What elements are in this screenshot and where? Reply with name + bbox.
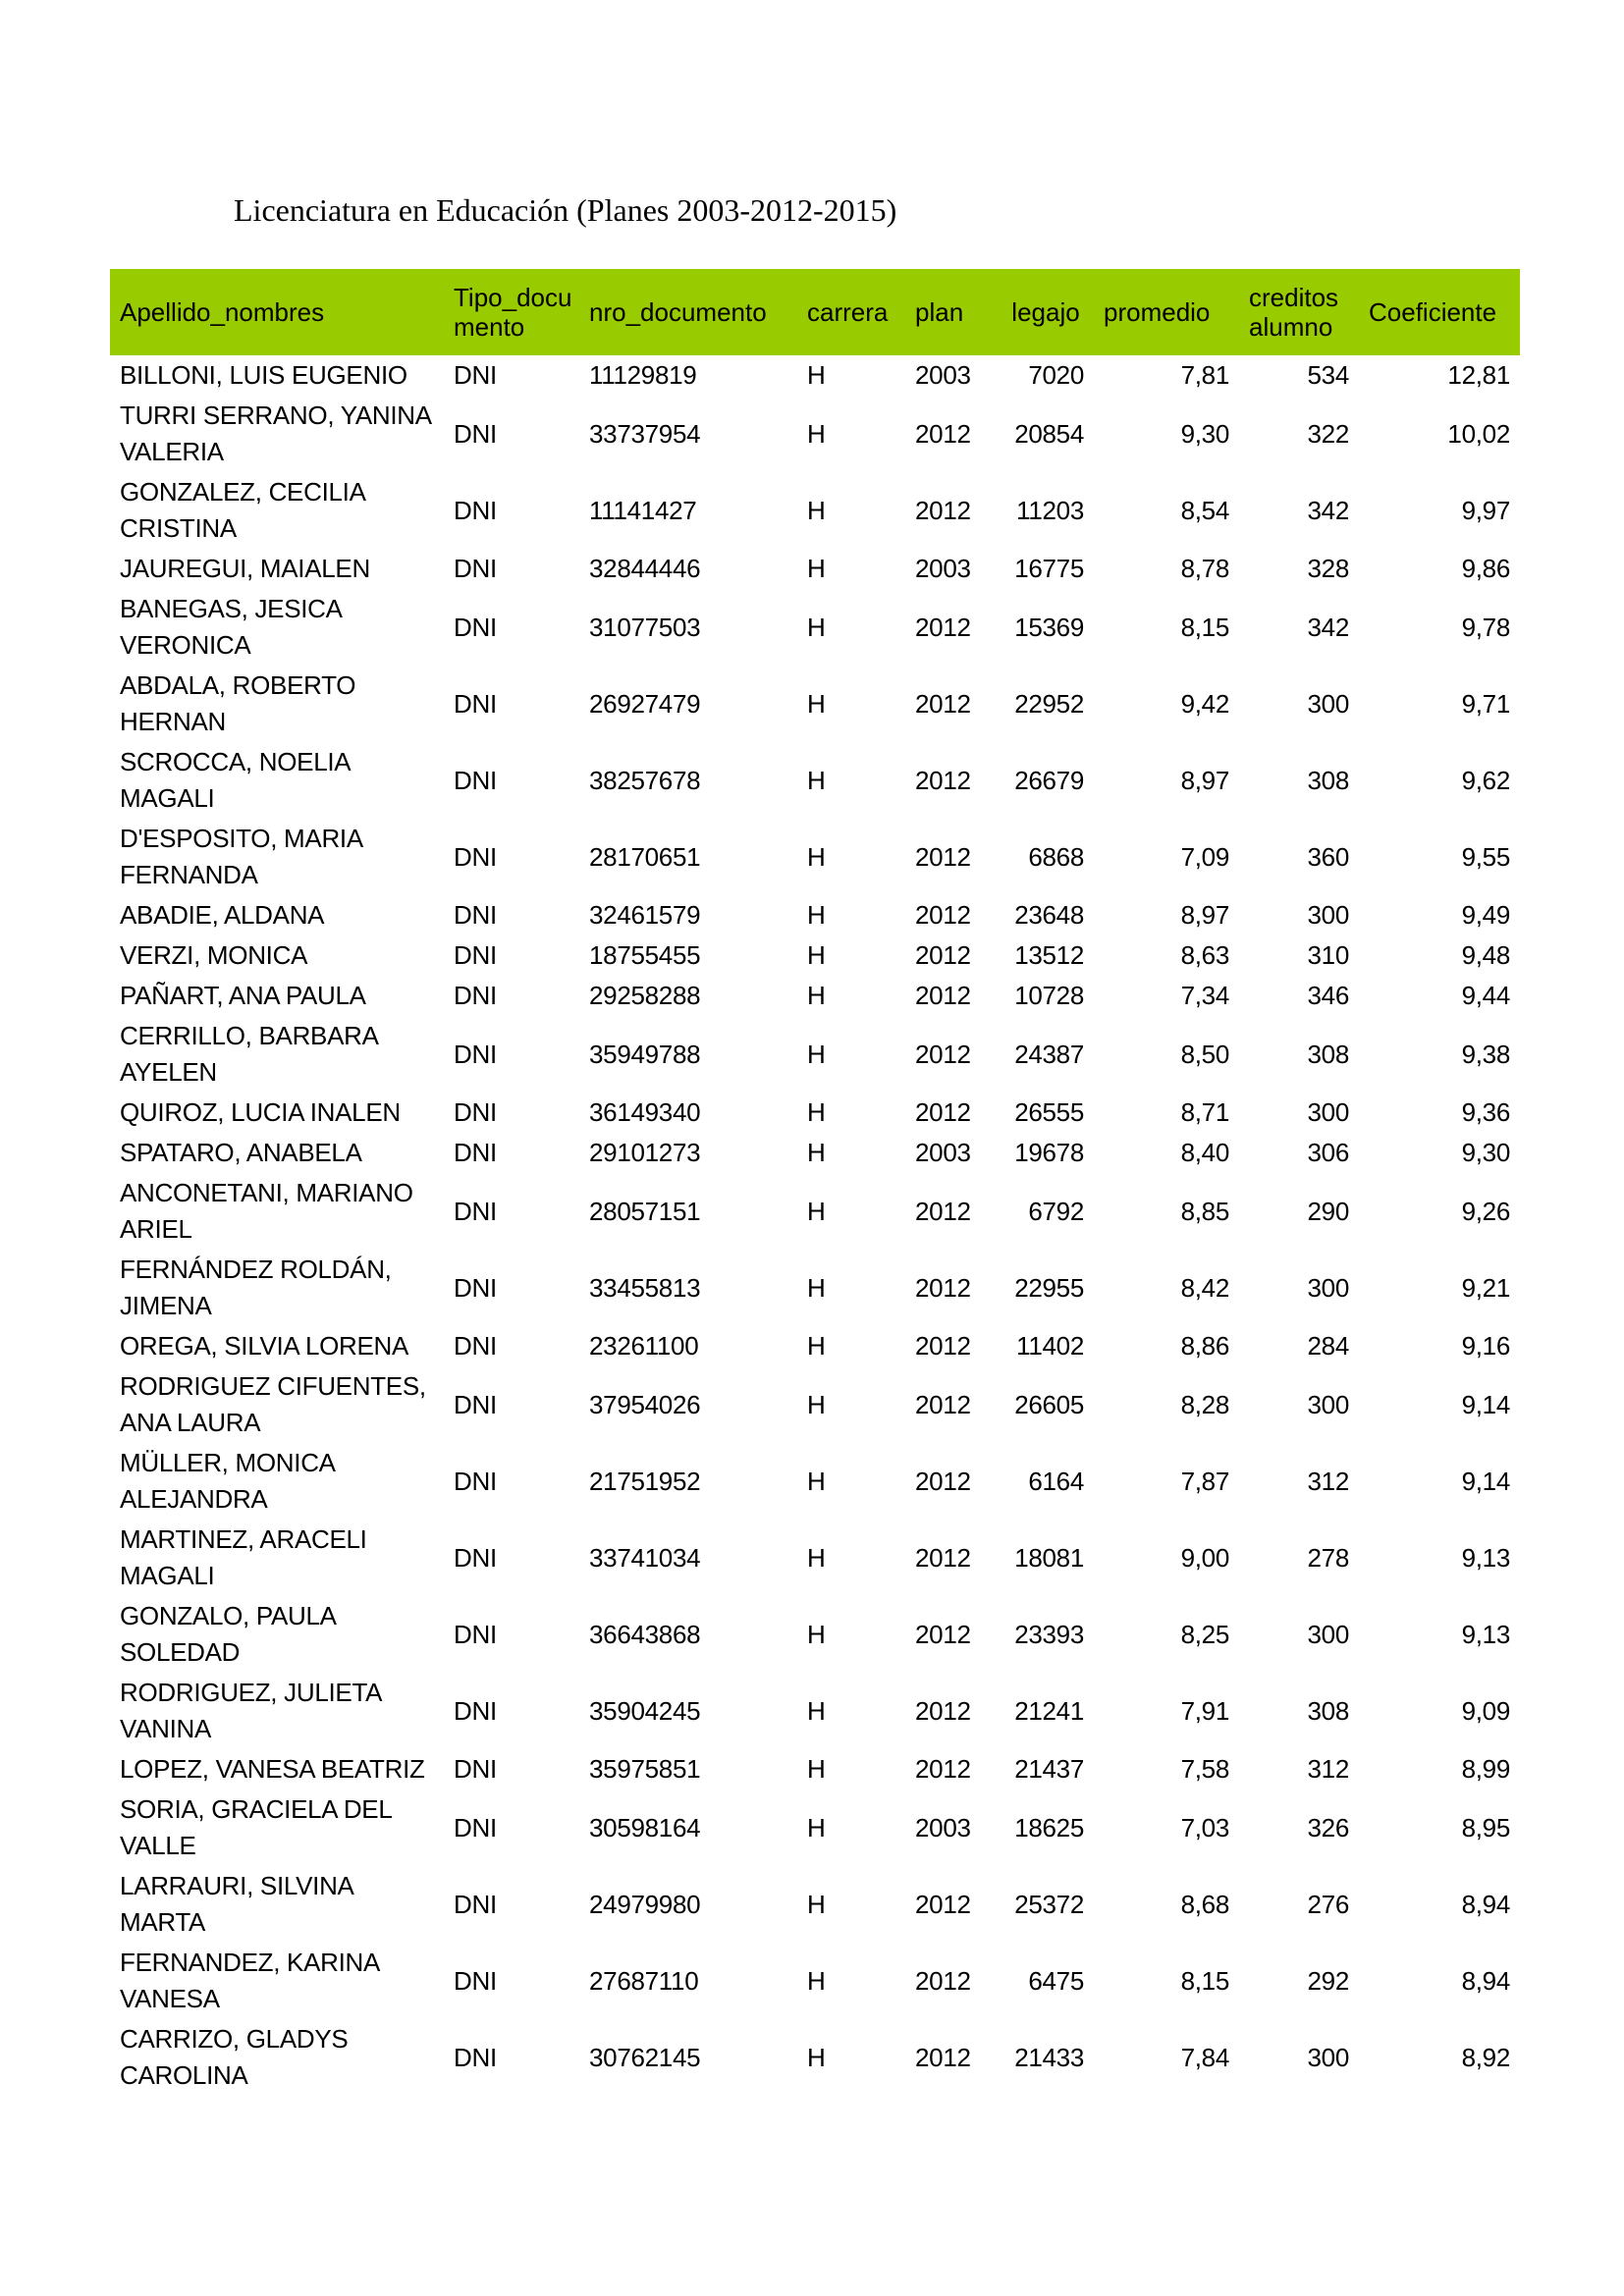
cell-tipo-documento: DNI — [454, 1331, 497, 1361]
cell-apellido-nombres: SCROCCA, NOELIA MAGALI — [120, 747, 350, 813]
cell-nro-documento: 24979980 — [589, 1889, 701, 1919]
students-table — [110, 269, 1520, 2096]
cell-apellido-nombres: PAÑART, ANA PAULA — [120, 981, 366, 1010]
cell-creditos-alumno: 300 — [1307, 1097, 1349, 1127]
cell-coeficiente: 9,16 — [1461, 1331, 1510, 1361]
cell-apellido-nombres: RODRIGUEZ, JULIETA VANINA — [120, 1678, 381, 1743]
cell-legajo: 11402 — [1016, 1331, 1084, 1361]
cell-legajo: 15369 — [1014, 612, 1084, 642]
cell-coeficiente: 9,14 — [1461, 1389, 1510, 1419]
cell-tipo-documento: DNI — [454, 1389, 497, 1419]
cell-legajo: 23393 — [1014, 1619, 1084, 1649]
cell-nro-documento: 29258288 — [589, 981, 701, 1010]
cell-apellido-nombres: LARRAURI, SILVINA MARTA — [120, 1871, 353, 1937]
cell-promedio: 8,15 — [1180, 612, 1229, 642]
cell-promedio: 8,50 — [1180, 1039, 1229, 1069]
cell-coeficiente: 8,94 — [1461, 1889, 1510, 1919]
cell-creditos-alumno: 312 — [1307, 1754, 1349, 1784]
cell-coeficiente: 9,38 — [1461, 1039, 1510, 1069]
cell-legajo: 23648 — [1014, 900, 1084, 930]
cell-creditos-alumno: 308 — [1307, 765, 1349, 795]
cell-legajo: 21433 — [1014, 2042, 1084, 2072]
cell-apellido-nombres: LOPEZ, VANESA BEATRIZ — [120, 1754, 425, 1784]
cell-legajo: 10728 — [1014, 981, 1084, 1010]
cell-creditos-alumno: 300 — [1307, 1272, 1349, 1303]
cell-coeficiente: 9,86 — [1461, 554, 1510, 583]
cell-tipo-documento: DNI — [454, 1466, 497, 1496]
cell-plan: 2012 — [915, 1331, 971, 1361]
cell-legajo: 20854 — [1014, 418, 1084, 449]
cell-carrera: H — [807, 841, 826, 872]
cell-legajo: 24387 — [1014, 1039, 1084, 1069]
cell-coeficiente: 9,62 — [1461, 765, 1510, 795]
cell-carrera: H — [807, 1812, 826, 1842]
cell-carrera: H — [807, 1196, 826, 1226]
cell-plan: 2012 — [915, 1196, 971, 1226]
cell-tipo-documento: DNI — [454, 554, 497, 583]
cell-creditos-alumno: 300 — [1307, 2042, 1349, 2072]
cell-plan: 2012 — [915, 1272, 971, 1303]
cell-carrera: H — [807, 360, 826, 390]
table-row — [110, 1016, 1520, 1093]
cell-carrera: H — [807, 900, 826, 930]
cell-creditos-alumno: 276 — [1307, 1889, 1349, 1919]
header-coeficiente: Coeficiente — [1369, 297, 1497, 327]
table-row — [110, 472, 1520, 549]
header-nro-documento: nro_documento — [589, 297, 767, 327]
cell-plan: 2012 — [915, 1039, 971, 1069]
cell-promedio: 8,25 — [1180, 1619, 1229, 1649]
cell-carrera: H — [807, 612, 826, 642]
cell-carrera: H — [807, 1965, 826, 1996]
cell-carrera: H — [807, 495, 826, 525]
cell-promedio: 7,34 — [1180, 981, 1229, 1010]
cell-nro-documento: 27687110 — [589, 1965, 699, 1996]
table-header — [110, 269, 1520, 355]
cell-nro-documento: 30762145 — [589, 2042, 701, 2072]
cell-carrera: H — [807, 418, 826, 449]
cell-nro-documento: 28057151 — [589, 1196, 701, 1226]
table-row — [110, 1326, 1520, 1366]
table-row — [110, 1520, 1520, 1596]
cell-nro-documento: 36643868 — [589, 1619, 701, 1649]
cell-creditos-alumno: 308 — [1307, 1039, 1349, 1069]
cell-legajo: 21241 — [1014, 1695, 1084, 1726]
cell-plan: 2012 — [915, 418, 971, 449]
cell-coeficiente: 9,30 — [1461, 1138, 1510, 1167]
cell-plan: 2012 — [915, 765, 971, 795]
cell-promedio: 9,30 — [1180, 418, 1229, 449]
cell-plan: 2012 — [915, 940, 971, 970]
cell-coeficiente: 8,95 — [1461, 1812, 1510, 1842]
cell-creditos-alumno: 300 — [1307, 900, 1349, 930]
cell-tipo-documento: DNI — [454, 1695, 497, 1726]
cell-coeficiente: 9,21 — [1461, 1272, 1510, 1303]
cell-nro-documento: 29101273 — [589, 1138, 701, 1167]
cell-nro-documento: 23261100 — [589, 1331, 699, 1361]
cell-legajo: 22952 — [1014, 688, 1084, 719]
cell-tipo-documento: DNI — [454, 2042, 497, 2072]
cell-tipo-documento: DNI — [454, 418, 497, 449]
cell-apellido-nombres: MARTINEZ, ARACELI MAGALI — [120, 1524, 367, 1590]
table-row — [110, 1443, 1520, 1520]
cell-carrera: H — [807, 688, 826, 719]
cell-promedio: 8,78 — [1180, 554, 1229, 583]
header-apellido-nombres: Apellido_nombres — [120, 297, 325, 327]
cell-legajo: 25372 — [1014, 1889, 1084, 1919]
cell-promedio: 7,81 — [1180, 360, 1229, 390]
cell-tipo-documento: DNI — [454, 1965, 497, 1996]
cell-nro-documento: 36149340 — [589, 1097, 701, 1127]
cell-nro-documento: 30598164 — [589, 1812, 701, 1842]
cell-legajo: 19678 — [1014, 1138, 1084, 1167]
cell-coeficiente: 9,36 — [1461, 1097, 1510, 1127]
cell-plan: 2012 — [915, 1965, 971, 1996]
page-title: Licenciatura en Educación (Planes 2003-2012-2015) — [234, 192, 897, 228]
cell-legajo: 26555 — [1014, 1097, 1084, 1127]
cell-nro-documento: 33737954 — [589, 418, 701, 449]
cell-promedio: 9,42 — [1180, 688, 1229, 719]
cell-creditos-alumno: 534 — [1307, 360, 1349, 390]
cell-creditos-alumno: 326 — [1307, 1812, 1349, 1842]
cell-apellido-nombres: TURRI SERRANO, YANINA VALERIA — [120, 400, 431, 466]
cell-legajo: 16775 — [1014, 554, 1084, 583]
cell-coeficiente: 9,13 — [1461, 1619, 1510, 1649]
cell-coeficiente: 8,99 — [1461, 1754, 1510, 1784]
cell-creditos-alumno: 322 — [1307, 418, 1349, 449]
cell-coeficiente: 9,49 — [1461, 900, 1510, 930]
cell-legajo: 7020 — [1028, 360, 1084, 390]
cell-creditos-alumno: 284 — [1307, 1331, 1349, 1361]
cell-tipo-documento: DNI — [454, 495, 497, 525]
cell-coeficiente: 9,71 — [1461, 688, 1510, 719]
cell-apellido-nombres: BILLONI, LUIS EUGENIO — [120, 360, 407, 390]
cell-promedio: 7,84 — [1180, 2042, 1229, 2072]
cell-apellido-nombres: CARRIZO, GLADYS CAROLINA — [120, 2024, 349, 2090]
cell-promedio: 8,54 — [1180, 495, 1229, 525]
header-tipo-documento: Tipo_documento — [454, 283, 572, 342]
cell-nro-documento: 18755455 — [589, 940, 701, 970]
cell-nro-documento: 26927479 — [589, 688, 701, 719]
cell-tipo-documento: DNI — [454, 1097, 497, 1127]
header-promedio: promedio — [1104, 297, 1211, 327]
cell-promedio: 8,15 — [1180, 1965, 1229, 1996]
cell-plan: 2012 — [915, 612, 971, 642]
cell-coeficiente: 9,55 — [1461, 841, 1510, 872]
cell-nro-documento: 28170651 — [589, 841, 701, 872]
cell-plan: 2012 — [915, 1542, 971, 1573]
cell-tipo-documento: DNI — [454, 1272, 497, 1303]
cell-tipo-documento: DNI — [454, 765, 497, 795]
cell-apellido-nombres: GONZALO, PAULA SOLEDAD — [120, 1601, 336, 1667]
cell-plan: 2012 — [915, 1389, 971, 1419]
cell-carrera: H — [807, 2042, 826, 2072]
cell-carrera: H — [807, 1097, 826, 1127]
cell-creditos-alumno: 342 — [1307, 612, 1349, 642]
cell-carrera: H — [807, 940, 826, 970]
cell-plan: 2012 — [915, 2042, 971, 2072]
cell-nro-documento: 32844446 — [589, 554, 701, 583]
cell-apellido-nombres: ABADIE, ALDANA — [120, 900, 325, 930]
header-carrera: carrera — [807, 297, 889, 327]
cell-apellido-nombres: QUIROZ, LUCIA INALEN — [120, 1097, 401, 1127]
cell-carrera: H — [807, 1331, 826, 1361]
table-row — [110, 976, 1520, 1016]
cell-creditos-alumno: 292 — [1307, 1965, 1349, 1996]
cell-tipo-documento: DNI — [454, 900, 497, 930]
cell-carrera: H — [807, 1889, 826, 1919]
cell-plan: 2012 — [915, 1619, 971, 1649]
cell-plan: 2012 — [915, 1889, 971, 1919]
cell-promedio: 8,85 — [1180, 1196, 1229, 1226]
cell-carrera: H — [807, 1754, 826, 1784]
cell-tipo-documento: DNI — [454, 688, 497, 719]
cell-creditos-alumno: 346 — [1307, 981, 1349, 1010]
cell-carrera: H — [807, 981, 826, 1010]
cell-carrera: H — [807, 1466, 826, 1496]
cell-tipo-documento: DNI — [454, 1039, 497, 1069]
cell-nro-documento: 11129819 — [589, 360, 697, 390]
cell-coeficiente: 9,97 — [1461, 495, 1510, 525]
cell-creditos-alumno: 310 — [1307, 940, 1349, 970]
cell-tipo-documento: DNI — [454, 1812, 497, 1842]
table-row — [110, 895, 1520, 935]
table-row — [110, 589, 1520, 666]
cell-plan: 2003 — [915, 1812, 971, 1842]
cell-tipo-documento: DNI — [454, 841, 497, 872]
cell-creditos-alumno: 306 — [1307, 1138, 1349, 1167]
cell-plan: 2012 — [915, 1754, 971, 1784]
cell-legajo: 26605 — [1014, 1389, 1084, 1419]
header-row — [110, 269, 1520, 355]
cell-nro-documento: 35949788 — [589, 1039, 701, 1069]
cell-coeficiente: 9,13 — [1461, 1542, 1510, 1573]
cell-plan: 2012 — [915, 688, 971, 719]
cell-tipo-documento: DNI — [454, 1542, 497, 1573]
cell-apellido-nombres: GONZALEZ, CECILIA CRISTINA — [120, 477, 365, 543]
cell-plan: 2012 — [915, 1466, 971, 1496]
cell-nro-documento: 21751952 — [589, 1466, 701, 1496]
cell-promedio: 7,09 — [1180, 841, 1229, 872]
table-row — [110, 1173, 1520, 1250]
cell-coeficiente: 10,02 — [1447, 418, 1510, 449]
header-legajo: legajo — [1011, 297, 1080, 327]
table-row — [110, 2019, 1520, 2096]
cell-legajo: 6792 — [1028, 1196, 1084, 1226]
cell-legajo: 22955 — [1014, 1272, 1084, 1303]
cell-promedio: 8,28 — [1180, 1389, 1229, 1419]
cell-carrera: H — [807, 554, 826, 583]
cell-apellido-nombres: VERZI, MONICA — [120, 940, 308, 970]
cell-legajo: 6164 — [1028, 1466, 1084, 1496]
cell-apellido-nombres: MÜLLER, MONICA ALEJANDRA — [120, 1448, 335, 1514]
cell-creditos-alumno: 328 — [1307, 554, 1349, 583]
cell-apellido-nombres: JAUREGUI, MAIALEN — [120, 554, 370, 583]
cell-plan: 2012 — [915, 900, 971, 930]
cell-promedio: 8,40 — [1180, 1138, 1229, 1167]
cell-coeficiente: 9,78 — [1461, 612, 1510, 642]
cell-nro-documento: 31077503 — [589, 612, 701, 642]
cell-nro-documento: 38257678 — [589, 765, 701, 795]
cell-carrera: H — [807, 1389, 826, 1419]
table-row — [110, 1133, 1520, 1173]
cell-promedio: 8,42 — [1180, 1272, 1229, 1303]
cell-legajo: 6475 — [1028, 1965, 1084, 1996]
cell-promedio: 8,86 — [1180, 1331, 1229, 1361]
cell-apellido-nombres: D'ESPOSITO, MARIA FERNANDA — [120, 824, 362, 889]
cell-promedio: 7,91 — [1180, 1695, 1229, 1726]
cell-plan: 2012 — [915, 1097, 971, 1127]
cell-plan: 2003 — [915, 360, 971, 390]
cell-carrera: H — [807, 1619, 826, 1649]
table-row — [110, 355, 1520, 396]
cell-tipo-documento: DNI — [454, 612, 497, 642]
cell-nro-documento: 11141427 — [589, 495, 697, 525]
cell-promedio: 9,00 — [1180, 1542, 1229, 1573]
table-row — [110, 1250, 1520, 1326]
table-row — [110, 396, 1520, 472]
cell-tipo-documento: DNI — [454, 981, 497, 1010]
cell-promedio: 7,58 — [1180, 1754, 1229, 1784]
cell-promedio: 8,97 — [1180, 765, 1229, 795]
cell-coeficiente: 9,14 — [1461, 1466, 1510, 1496]
cell-coeficiente: 9,26 — [1461, 1196, 1510, 1226]
cell-coeficiente: 8,92 — [1461, 2042, 1510, 2072]
cell-creditos-alumno: 300 — [1307, 1389, 1349, 1419]
cell-apellido-nombres: RODRIGUEZ CIFUENTES, ANA LAURA — [120, 1371, 426, 1437]
cell-coeficiente: 9,44 — [1461, 981, 1510, 1010]
cell-apellido-nombres: FERNANDEZ, KARINA VANESA — [120, 1948, 379, 2013]
cell-carrera: H — [807, 1695, 826, 1726]
cell-plan: 2012 — [915, 1695, 971, 1726]
cell-promedio: 8,97 — [1180, 900, 1229, 930]
cell-tipo-documento: DNI — [454, 1754, 497, 1784]
cell-apellido-nombres: OREGA, SILVIA LORENA — [120, 1331, 409, 1361]
cell-creditos-alumno: 308 — [1307, 1695, 1349, 1726]
cell-creditos-alumno: 312 — [1307, 1466, 1349, 1496]
table-row — [110, 666, 1520, 742]
table-row — [110, 1366, 1520, 1443]
cell-coeficiente: 8,94 — [1461, 1965, 1510, 1996]
cell-legajo: 21437 — [1014, 1754, 1084, 1784]
cell-plan: 2012 — [915, 981, 971, 1010]
cell-creditos-alumno: 360 — [1307, 841, 1349, 872]
cell-promedio: 8,71 — [1180, 1097, 1229, 1127]
cell-plan: 2012 — [915, 495, 971, 525]
table-body — [110, 355, 1520, 2096]
cell-nro-documento: 32461579 — [589, 900, 701, 930]
table-row — [110, 935, 1520, 976]
cell-creditos-alumno: 300 — [1307, 688, 1349, 719]
table-row — [110, 742, 1520, 819]
cell-legajo: 26679 — [1014, 765, 1084, 795]
cell-creditos-alumno: 290 — [1307, 1196, 1349, 1226]
cell-apellido-nombres: SORIA, GRACIELA DEL VALLE — [120, 1794, 392, 1860]
cell-apellido-nombres: BANEGAS, JESICA VERONICA — [120, 594, 342, 660]
table-row — [110, 1943, 1520, 2019]
cell-carrera: H — [807, 1138, 826, 1167]
cell-tipo-documento: DNI — [454, 940, 497, 970]
cell-carrera: H — [807, 1039, 826, 1069]
header-creditos-alumno: creditos alumno — [1249, 283, 1339, 342]
cell-legajo: 18081 — [1014, 1542, 1084, 1573]
cell-nro-documento: 33741034 — [589, 1542, 701, 1573]
table-row — [110, 549, 1520, 589]
table-row — [110, 1093, 1520, 1133]
table-row — [110, 1596, 1520, 1673]
cell-promedio: 8,63 — [1180, 940, 1229, 970]
table-row — [110, 819, 1520, 895]
cell-tipo-documento: DNI — [454, 360, 497, 390]
table-row — [110, 1673, 1520, 1749]
cell-plan: 2003 — [915, 554, 971, 583]
table-row — [110, 1789, 1520, 1866]
cell-apellido-nombres: SPATARO, ANABELA — [120, 1138, 362, 1167]
cell-legajo: 11203 — [1016, 495, 1084, 525]
cell-promedio: 8,68 — [1180, 1889, 1229, 1919]
cell-legajo: 18625 — [1014, 1812, 1084, 1842]
cell-tipo-documento: DNI — [454, 1196, 497, 1226]
cell-apellido-nombres: ANCONETANI, MARIANO ARIEL — [120, 1178, 413, 1244]
cell-coeficiente: 12,81 — [1447, 360, 1510, 390]
cell-carrera: H — [807, 1272, 826, 1303]
cell-tipo-documento: DNI — [454, 1138, 497, 1167]
cell-promedio: 7,03 — [1180, 1812, 1229, 1842]
table-row — [110, 1866, 1520, 1943]
cell-creditos-alumno: 300 — [1307, 1619, 1349, 1649]
cell-nro-documento: 37954026 — [589, 1389, 701, 1419]
cell-nro-documento: 35975851 — [589, 1754, 701, 1784]
cell-creditos-alumno: 278 — [1307, 1542, 1349, 1573]
cell-coeficiente: 9,09 — [1461, 1695, 1510, 1726]
cell-nro-documento: 33455813 — [589, 1272, 701, 1303]
table-row — [110, 1749, 1520, 1789]
cell-legajo: 13512 — [1014, 940, 1084, 970]
cell-tipo-documento: DNI — [454, 1889, 497, 1919]
cell-apellido-nombres: ABDALA, ROBERTO HERNAN — [120, 670, 356, 736]
cell-creditos-alumno: 342 — [1307, 495, 1349, 525]
cell-plan: 2003 — [915, 1138, 971, 1167]
cell-legajo: 6868 — [1028, 841, 1084, 872]
cell-carrera: H — [807, 1542, 826, 1573]
cell-promedio: 7,87 — [1180, 1466, 1229, 1496]
header-plan: plan — [915, 297, 964, 327]
cell-apellido-nombres: FERNÁNDEZ ROLDÁN, JIMENA — [120, 1255, 392, 1320]
cell-apellido-nombres: CERRILLO, BARBARA AYELEN — [120, 1021, 378, 1087]
cell-carrera: H — [807, 765, 826, 795]
cell-coeficiente: 9,48 — [1461, 940, 1510, 970]
cell-tipo-documento: DNI — [454, 1619, 497, 1649]
cell-plan: 2012 — [915, 841, 971, 872]
cell-nro-documento: 35904245 — [589, 1695, 701, 1726]
